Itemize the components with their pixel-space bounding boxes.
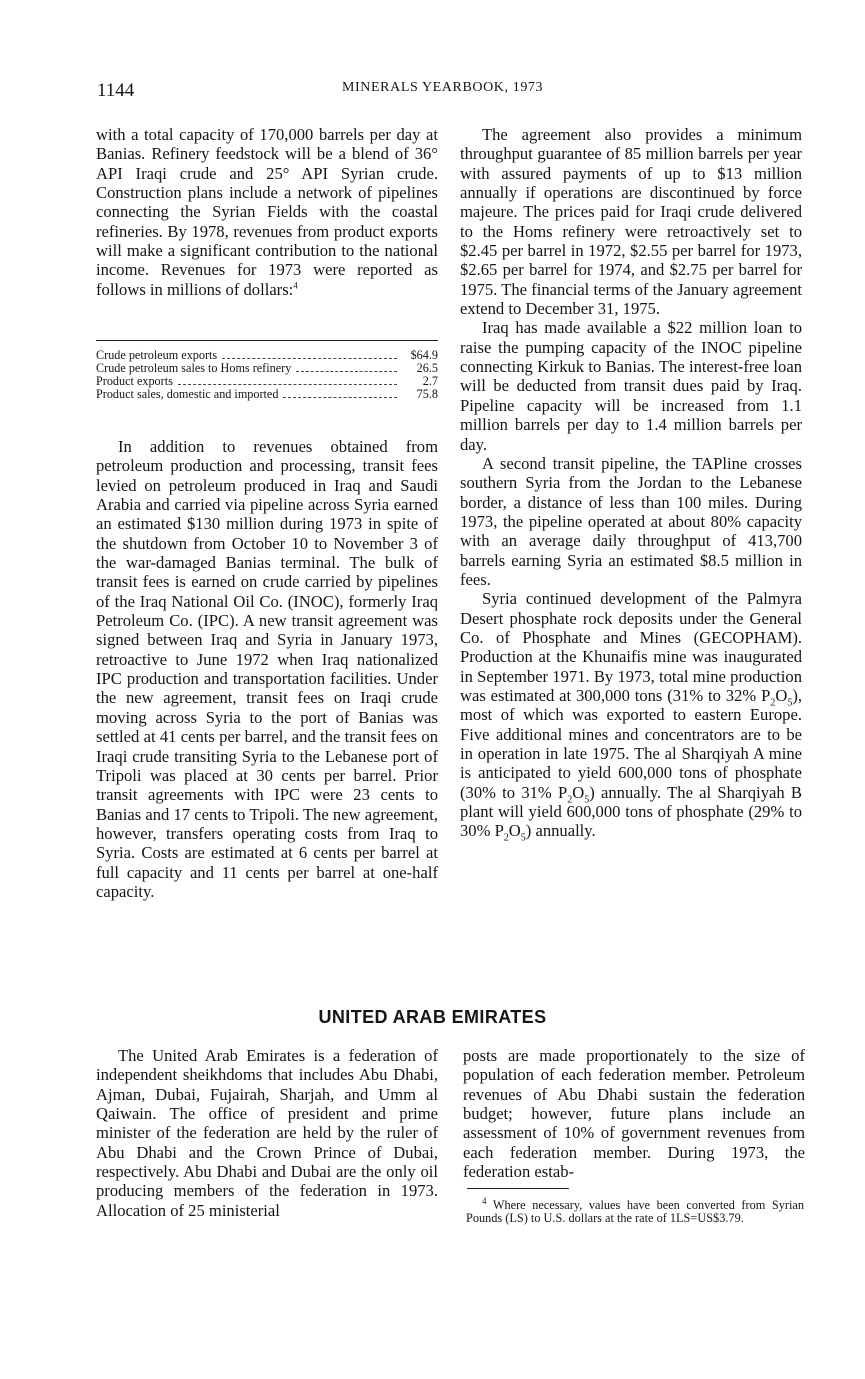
row-label: Product sales, domestic and imported [96, 387, 279, 402]
row-label: Product exports [96, 374, 173, 389]
footnote-rule [467, 1188, 569, 1189]
paragraph: with a total capacity of 170,000 barrels per day at Banias. Refinery feedstock will be a blend of 36° API Iraqi crude and 25° API Syrian crude. Construction plans include a network of pipelines connecting the Syrian Fields with the coastal refineries. By 1978, revenues from product exports will make a significant contribution to the national income. Revenues for 1973 were reported as follows in millions of dollars:$^4$ [96, 125, 438, 299]
paragraph: posts are made proportionately to the size of population of each federation member. Petroleum revenues of Abu Dhabi sustain the federation budget; however, future plans include an assessment of 10% of government revenues from each federation member. During 1973, the federation estab- [463, 1046, 805, 1182]
paragraph-phosphate: Syria continued development of the Palmyra Desert phosphate rock deposits under the General Co. of Phosphate and Mines (GECOPHAM). Production at the Khunaifis mine was inaugurated in September 1971. By 1973, total mine production was estimated at 300,000 tons (31% to 32% $P_2O_5$), most of which was exported to eastern Europe. Five additional mines and concentrators are to be in operation in late 1975. The al Sharqiyah A mine is anticipated to yield 600,000 tons of phosphate (30% to 31% $P_2O_5$) annually. The al Sharqiyah B plant will yield 600,000 tons of phosphate (29% to 30% $P_2O_5$) annually. [460, 589, 802, 844]
running-title: MINERALS YEARBOOK, 1973 [342, 80, 544, 95]
footnote: $^4$ Where necessary, values have been converted from Syrian Pounds (LS) to U.S. dollars at the rate of 1LS=US$3.79. [466, 1195, 805, 1225]
footnote-ref: 4 [293, 280, 298, 291]
row-value: 26.5 [416, 361, 438, 376]
paragraph: The agreement also provides a minimum throughput guarantee of 85 million barrels per year with assured payments of up to $13 million annually if operations are discontinued by force majeure. The prices paid for Iraqi crude delivered to the Homs refinery were retroactively set to $2.45 per barrel in 1972, $2.55 per barrel for 1973, $2.65 per barrel for 1974, and $2.75 per barrel for 1975. The financial terms of the January agreement extend to December 31, 1975. [460, 125, 802, 319]
page-number: 1144 [97, 80, 135, 101]
uae-right-column [463, 1046, 805, 1181]
row-value: $64.9 [410, 348, 438, 362]
dot-leader [222, 358, 397, 359]
dot-leader [178, 384, 397, 385]
left-column-bottom [96, 437, 438, 901]
row-value: 75.8 [416, 387, 438, 402]
row-label: Crude petroleum exports [96, 348, 218, 362]
left-column-top [96, 125, 438, 299]
section-heading: UNITED ARAB EMIRATES [318, 1007, 547, 1027]
row-value: 2.7 [422, 374, 438, 389]
revenue-table [96, 340, 438, 401]
uae-left-column [96, 1046, 438, 1220]
table-row [96, 388, 438, 401]
footnote-number: 4 [482, 1195, 487, 1206]
paragraph: In addition to revenues obtained from petroleum production and processing, transit fees levied on petroleum produced in Iraq and Saudi Arabia and carried via pipeline across Syria earned an estimated $130 million during 1973 in spite of the shutdown from October 10 to November 3 of the war-damaged Banias terminal. The bulk of transit fees is earned on crude carried by pipelines of the Iraq National Oil Co. (INOC), formerly Iraq Petroleum Co. (IPC). A new transit agreement was signed between Iraq and Syria in January 1973, retroactive to June 1972 when Iraq nationalized IPC production and transportation facilities. Under the new agreement, transit fees on Iraqi crude moving across Syria to the port of Banias was settled at 41 cents per barrel, and the transit fees on Iraqi crude transiting Syria to the Lebanese port of Tripoli was placed at 30 cents per barrel. Prior transit agreements with IPC were 23 cents to Banias and 17 cents to Tripoli. The new agreement, however, transfers operating costs from Iraq to Syria. Costs are estimated at 6 cents per barrel at full capacity and 11 cents per barrel at one-half capacity. [96, 437, 438, 901]
right-column [460, 125, 802, 844]
dot-leader [283, 397, 397, 398]
dot-leader [296, 371, 397, 372]
paragraph: A second transit pipeline, the TAPline crosses southern Syria from the Jordan to the Lebanese border, a distance of less than 100 miles. During 1973, the pipeline operated at about 80% capacity with an average daily throughput of 413,700 barrels earning Syria an estimated $8.5 million in fees. [460, 453, 802, 589]
row-label: Crude petroleum sales to Homs refinery [96, 361, 292, 376]
paragraph: Iraq has made available a $22 million loan to raise the pumping capacity of the INOC pipeline connecting Kirkuk to Banias. The interest-free loan will be deducted from transit dues paid by Iraq. Pipeline capacity will be increased from 1.1 million barrels per day to 1.4 million barrels per day. [460, 318, 802, 454]
paragraph: The United Arab Emirates is a federation of independent sheikhdoms that includes Abu Dhabi, Ajman, Dubai, Fujairah, Sharjah, and Umm al Qaiwain. The office of president and prime minister of the federation are held by the ruler of Abu Dhabi and the Crown Prince of Dubai, respectively. Abu Dhabi and Dubai are the only oil producing members of the federation in 1973. Allocation of 25 ministerial [96, 1046, 438, 1220]
